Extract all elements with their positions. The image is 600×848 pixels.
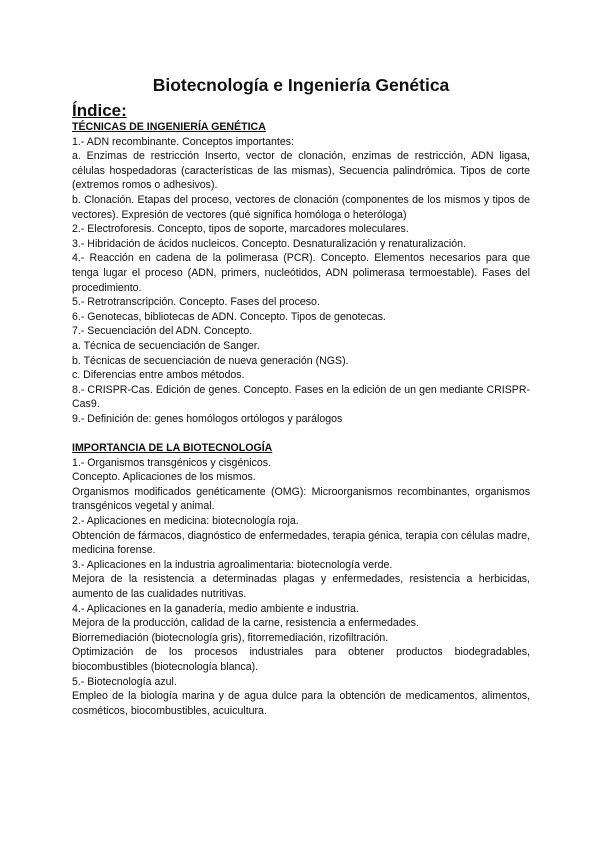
- section-heading-tecnicas: TÉCNICAS DE INGENIERÍA GENÉTICA: [72, 121, 266, 133]
- list-item: Mejora de la resistencia a determinadas plagas y enfermedades, resistencia a herbicidas, aumento de las cualidades nutritivas.: [72, 573, 530, 600]
- list-item: 2.- Aplicaciones en medicina: biotecnología roja.: [72, 515, 299, 528]
- list-item: a. Enzimas de restricción Inserto, vector de clonación, enzimas de restricción, ADN ligasa, células hospedadoras (características de las mismas), Secuencia palindrómica. Tipos de corte (extremos romos o adhesivos).: [72, 150, 530, 192]
- list-item: 3.- Aplicaciones en la industria agroalimentaria: biotecnología verde.: [72, 558, 393, 571]
- list-item: Obtención de fármacos, diagnóstico de enfermedades, terapia génica, terapia con células madre, medicina forense.: [72, 529, 530, 557]
- list-item: Biorremediación (biotecnología gris), fitorremediación, rizofiltración.: [72, 631, 389, 644]
- document-title: Biotecnología e Ingeniería Genética: [152, 75, 450, 95]
- list-item: Organismos modificados genéticamente (OMG): Microorganismos recombinantes, organismos transgénicos vegetal y animal.: [72, 485, 530, 513]
- list-item: 6.- Genotecas, bibliotecas de ADN. Concepto. Tipos de genotecas.: [72, 310, 386, 323]
- list-item: 9.- Definición de: genes homólogos ortólogos y parálogos: [72, 412, 343, 425]
- list-item: 5.- Retrotranscripción. Concepto. Fases del proceso.: [72, 296, 320, 309]
- section-list-importancia: [72, 456, 530, 719]
- section-spacer: [72, 426, 530, 441]
- list-item: c. Diferencias entre ambos métodos.: [72, 369, 245, 382]
- list-item: 2.- Electroforesis. Concepto, tipos de soporte, marcadores moleculares.: [72, 223, 409, 236]
- list-item: 4.- Reacción en cadena de la polimerasa (PCR). Concepto. Elementos necesarios para que tenga lugar el proceso (ADN, primers, nucleótidos, ADN polimerasa termoestable). Fases del procedimiento.: [72, 252, 530, 294]
- list-item: Concepto. Aplicaciones de los mismos.: [72, 471, 256, 484]
- index-heading: Índice:: [72, 101, 127, 120]
- list-item: 3.- Hibridación de ácidos nucleicos. Concepto. Desnaturalización y renaturalización.: [72, 237, 466, 250]
- list-item: Mejora de la producción, calidad de la carne, resistencia a enfermedades.: [72, 617, 419, 630]
- list-item: 4.- Aplicaciones en la ganadería, medio ambiente e industria.: [72, 602, 359, 615]
- section-heading-importancia: IMPORTANCIA DE LA BIOTECNOLOGÍA: [72, 442, 273, 455]
- list-item: a. Técnica de secuenciación de Sanger.: [72, 339, 260, 352]
- list-item: Empleo de la biología marina y de agua dulce para la obtención de medicamentos, alimentos, cosméticos, biocombustibles, acuicultura.: [72, 690, 530, 717]
- list-item: 1.- ADN recombinante. Conceptos importantes:: [72, 135, 294, 148]
- list-item: b. Técnicas de secuenciación de nueva generación (NGS).: [72, 354, 349, 367]
- list-item: 1.- Organismos transgénicos y cisgénicos.: [72, 456, 272, 469]
- list-item: 7.- Secuenciación del ADN. Concepto.: [72, 325, 253, 338]
- list-item: b. Clonación. Etapas del proceso, vectores de clonación (componentes de los mismos y tipos de vectores). Expresión de vectores (qué significa homóloga o heteróloga): [72, 193, 530, 221]
- list-item: 8.- CRISPR-Cas. Edición de genes. Concepto. Fases en la edición de un gen mediante CRISPR-Cas9.: [72, 383, 530, 411]
- list-item: 5.- Biotecnología azul.: [72, 675, 177, 688]
- list-item: Optimización de los procesos industriales para obtener productos biodegradables, biocombustibles (biotecnología blanca).: [72, 646, 530, 673]
- section-list-tecnicas: [72, 135, 530, 427]
